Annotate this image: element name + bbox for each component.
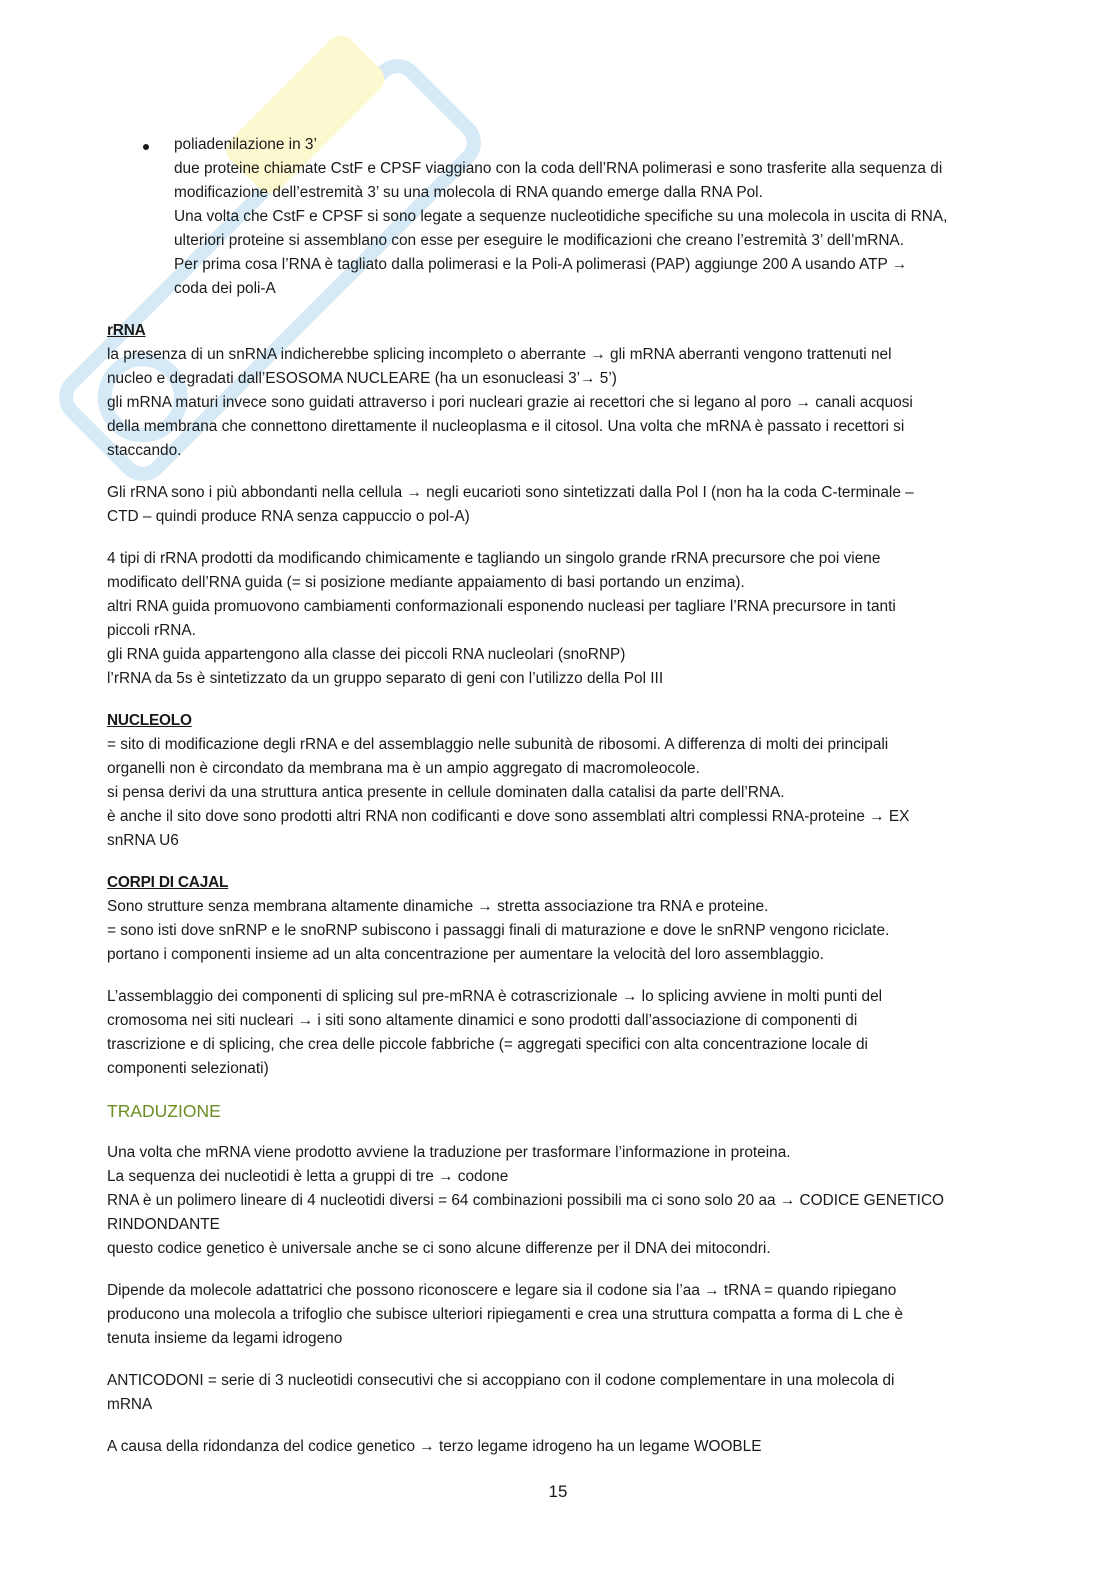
text-line: l’rRNA da 5s è sintetizzato da un gruppo separato di geni con l’utilizzo della Pol III <box>107 670 664 687</box>
text-line: questo codice genetico è universale anche se ci sono alcune differenze per il DNA dei mitocondri. <box>107 1240 771 1257</box>
paragraph <box>107 1141 1007 1261</box>
paragraph <box>107 481 1007 529</box>
paragraph <box>107 343 1007 463</box>
text-line: della membrana che connettono direttamente il nucleoplasma e il citosol. Una volta che mRNA è passato i recettori si <box>107 418 905 435</box>
section-heading: rRNA <box>107 322 146 339</box>
section-corpi-di-cajal <box>107 871 1007 1081</box>
text-line: L’assemblaggio dei componenti di splicing sul pre-mRNA è cotrascrizionale → lo splicing avviene in molti punti del <box>107 988 883 1005</box>
text-line: CTD – quindi produce RNA senza cappuccio o pol-A) <box>107 508 470 525</box>
bullet-dot <box>143 144 149 150</box>
text-line: è anche il sito dove sono prodotti altri RNA non codificanti e dove sono assemblati altri complessi RNA-proteine → EX <box>107 808 910 825</box>
text-line: gli RNA guida appartengono alla classe dei piccoli RNA nucleolari (snoRNP) <box>107 646 626 663</box>
section-heading: CORPI DI CAJAL <box>107 874 229 891</box>
text-line: gli mRNA maturi invece sono guidati attraverso i pori nucleari grazie ai recettori che si legano al poro → canali acquosi <box>107 394 913 411</box>
document-page <box>107 133 1007 1459</box>
section-nucleolo <box>107 709 1007 853</box>
text-line: portano i componenti insieme ad un alta concentrazione per aumentare la velocità del loro assemblaggio. <box>107 946 824 963</box>
text-line: Dipende da molecole adattatrici che possono riconoscere e legare sia il codone sia l’aa → tRNA = quando ripiegano <box>107 1282 897 1299</box>
text-line: ANTICODONI = serie di 3 nucleotidi consecutivi che si accoppiano con il codone complementare in una molecola di <box>107 1372 895 1389</box>
text-line: nucleo e degradati dall’ESOSOMA NUCLEARE (ha un esonucleasi 3’→ 5’) <box>107 370 617 387</box>
text-line: A causa della ridondanza del codice genetico → terzo legame idrogeno ha un legame WOOBLE <box>107 1438 762 1455</box>
text-line: modificazione dell’estremità 3’ su una molecola di RNA quando emerge dalla RNA Pol. <box>174 184 763 201</box>
text-line: staccando. <box>107 442 182 459</box>
chapter-title-traduzione: TRADUZIONE <box>107 1101 221 1121</box>
section-heading: NUCLEOLO <box>107 712 192 729</box>
text-line: si pensa derivi da una struttura antica presente in cellule dominaten dalla catalisi da parte dell’RNA. <box>107 784 785 801</box>
text-line: la presenza di un snRNA indicherebbe splicing incompleto o aberrante → gli mRNA aberranti vengono trattenuti nel <box>107 346 892 363</box>
section-rrna <box>107 319 1007 691</box>
bullet-item-poliadenilazione <box>107 133 1007 301</box>
text-line: Per prima cosa l’RNA è tagliato dalla polimerasi e la Poli-A polimerasi (PAP) aggiunge 200 A usando ATP → <box>174 256 908 273</box>
text-line: ulteriori proteine si assemblano con esse per eseguire le modificazioni che creano l’estremità 3’ dell’mRNA. <box>174 232 904 249</box>
text-line: mRNA <box>107 1396 153 1413</box>
text-line: snRNA U6 <box>107 832 179 849</box>
text-line: organelli non è circondato da membrana ma è un ampio aggregato di macromoleocole. <box>107 760 700 777</box>
text-line: trascrizione e di splicing, che crea delle piccole fabbriche (= aggregati specifici con alta concentrazione locale di <box>107 1036 868 1053</box>
text-line: = sito di modificazione degli rRNA e del assemblaggio nelle subunità de ribosomi. A differenza di molti dei principali <box>107 736 889 753</box>
text-line: due proteine chiamate CstF e CPSF viaggiano con la coda dell’RNA polimerasi e sono trasferite alla sequenza di <box>174 160 943 177</box>
paragraph <box>107 895 1007 967</box>
text-line: La sequenza dei nucleotidi è letta a gruppi di tre → codone <box>107 1168 509 1185</box>
paragraph <box>107 1279 1007 1351</box>
text-line: componenti selezionati) <box>107 1060 269 1077</box>
text-line: piccoli rRNA. <box>107 622 196 639</box>
text-line: tenuta insieme da legami idrogeno <box>107 1330 343 1347</box>
text-line: RINDONDANTE <box>107 1216 220 1233</box>
paragraph <box>107 1369 1007 1417</box>
text-line: = sono isti dove snRNP e le snoRNP subiscono i passaggi finali di maturazione e dove le snRNP vengono riciclate. <box>107 922 890 939</box>
paragraph <box>107 985 1007 1081</box>
text-line: altri RNA guida promuovono cambiamenti conformazionali esponendo nucleasi per tagliare l’RNA precursore in tanti <box>107 598 896 615</box>
text-line: Sono strutture senza membrana altamente dinamiche → stretta associazione tra RNA e proteine. <box>107 898 769 915</box>
paragraph <box>107 547 1007 691</box>
text-line: Una volta che CstF e CPSF si sono legate a sequenze nucleotidiche specifiche su una molecola in uscita di RNA, <box>174 208 948 225</box>
text-line: 4 tipi di rRNA prodotti da modificando chimicamente e tagliando un singolo grande rRNA precursore che poi viene <box>107 550 881 567</box>
paragraph <box>107 733 1007 853</box>
page-number: 15 <box>548 1482 568 1501</box>
text-line: coda dei poli-A <box>174 280 276 297</box>
text-line: producono una molecola a trifoglio che subisce ulteriori ripiegamenti e crea una struttura compatta a forma di L che è <box>107 1306 903 1323</box>
text-line: modificato dell’RNA guida (= si posizione mediante appaiamento di basi portando un enzima). <box>107 574 745 591</box>
text-line: poliadenilazione in 3’ <box>174 136 317 153</box>
text-line: Una volta che mRNA viene prodotto avviene la traduzione per trasformare l’informazione in proteina. <box>107 1144 791 1161</box>
paragraph <box>107 1435 1007 1459</box>
text-line: RNA è un polimero lineare di 4 nucleotidi diversi = 64 combinazioni possibili ma ci sono solo 20 aa → CODICE GENETICO <box>107 1192 945 1209</box>
text-line: Gli rRNA sono i più abbondanti nella cellula → negli eucarioti sono sintetizzati dalla Pol I (non ha la coda C-terminale – <box>107 484 914 501</box>
text-line: cromosoma nei siti nucleari → i siti sono altamente dinamici e sono prodotti dall’associazione di componenti di <box>107 1012 858 1029</box>
